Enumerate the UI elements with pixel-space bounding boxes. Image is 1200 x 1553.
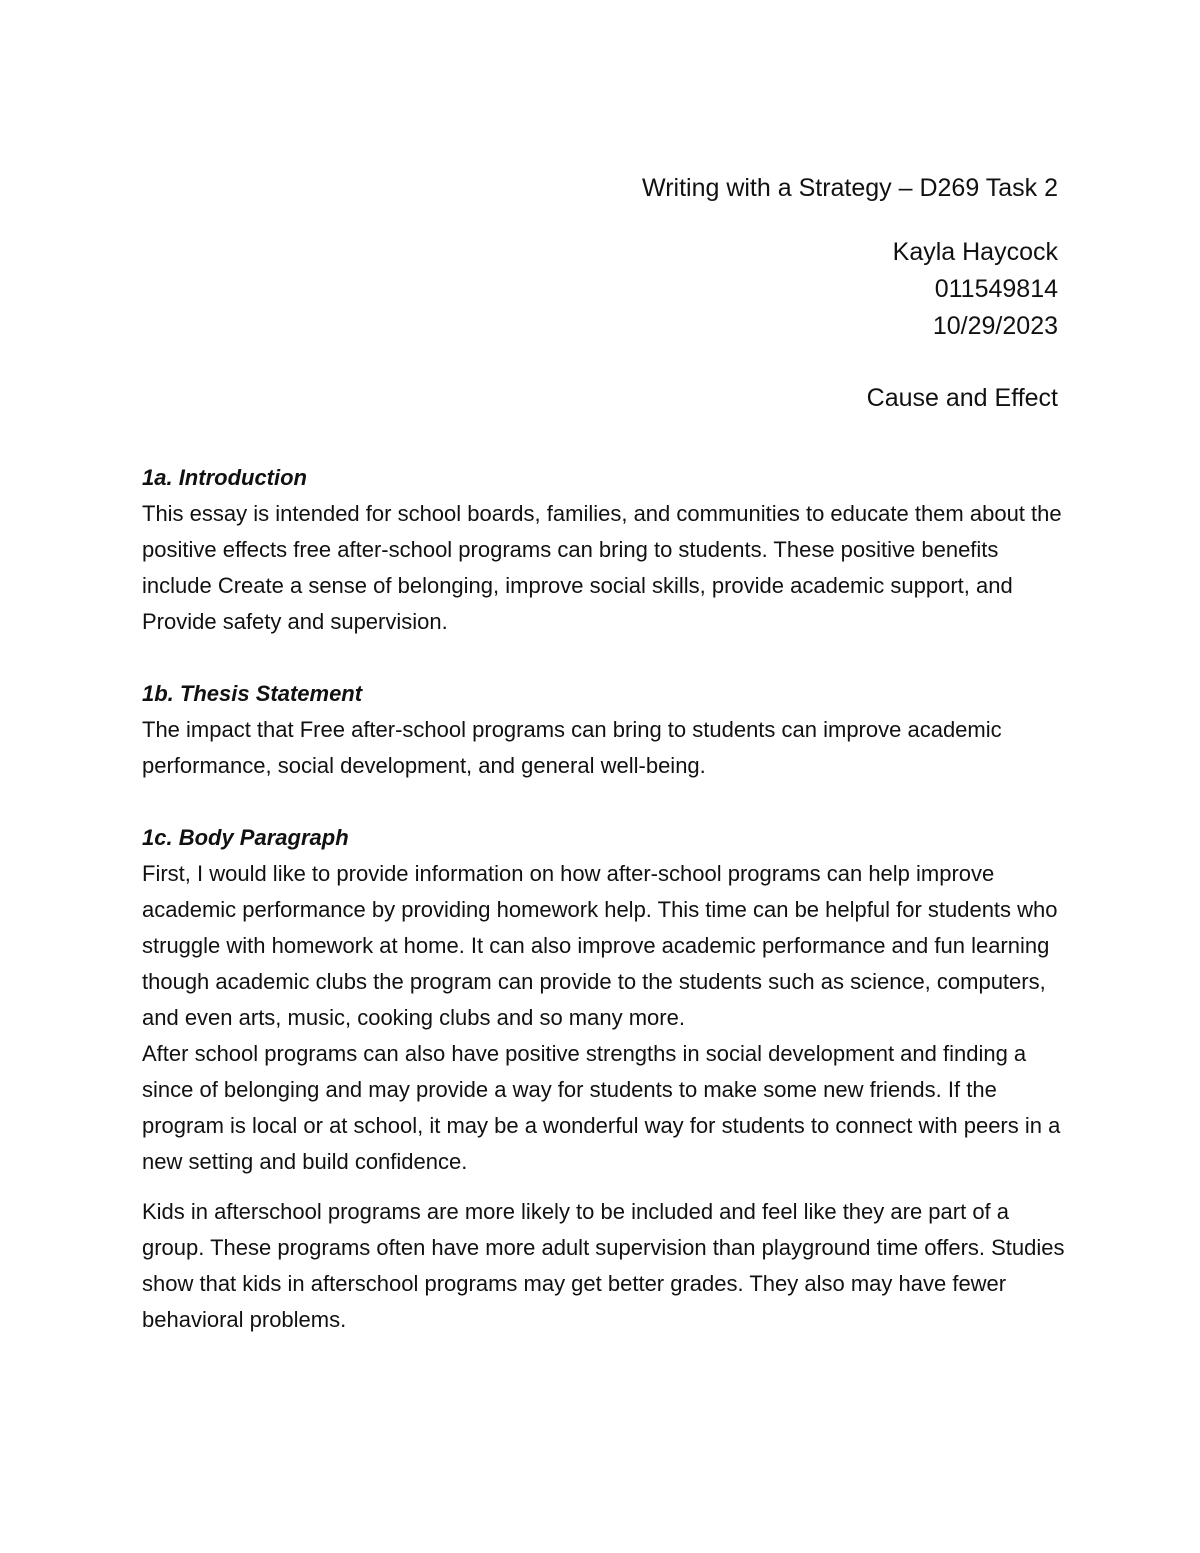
body-paragraph-3: Kids in afterschool programs are more likely to be included and feel like they are part of a group. These programs often have more adult supervision than playground time offers. Studies show that kids in afterschool programs may get better grades. They also may have fewer behavioral problems. <box>142 1199 1065 1332</box>
document-header <box>358 170 1058 417</box>
student-id: 011549814 <box>934 275 1058 303</box>
author-name: Kayla Haycock <box>892 238 1058 266</box>
document-body <box>142 460 1072 1338</box>
document-date: 10/29/2023 <box>932 312 1058 340</box>
section-body-paragraph <box>142 820 1072 1338</box>
body-paragraph-2: After school programs can also have positive strengths in social development and finding a since of belonging and may provide a way for students to make some new friends. If the program is local or at school, it may be a wonderful way for students to connect with peers in a new setting and build confidence. <box>142 1041 1061 1174</box>
introduction-heading: 1a. Introduction <box>142 465 307 490</box>
essay-type: Cause and Effect <box>866 384 1058 412</box>
body-paragraph-heading: 1c. Body Paragraph <box>142 825 349 850</box>
introduction-text: This essay is intended for school boards, families, and communities to educate them about the positive effects free after-school programs can bring to students. These positive benefits include Create a sense of belonging, improve social skills, provide academic support, and Provide safety and supervision. <box>142 501 1062 634</box>
body-paragraph-1: First, I would like to provide information on how after-school programs can help improve academic performance by providing homework help. This time can be helpful for students who struggle with homework at home. It can also improve academic performance and fun learning though academic clubs the program can provide to the students such as science, computers, and even arts, music, cooking clubs and so many more. <box>142 861 1058 1030</box>
section-introduction <box>142 460 1072 640</box>
document-title: Writing with a Strategy – D269 Task 2 <box>642 174 1058 202</box>
thesis-text: The impact that Free after-school programs can bring to students can improve academic performance, social development, and general well-being. <box>142 717 1002 778</box>
thesis-heading: 1b. Thesis Statement <box>142 681 363 706</box>
section-thesis <box>142 676 1072 784</box>
